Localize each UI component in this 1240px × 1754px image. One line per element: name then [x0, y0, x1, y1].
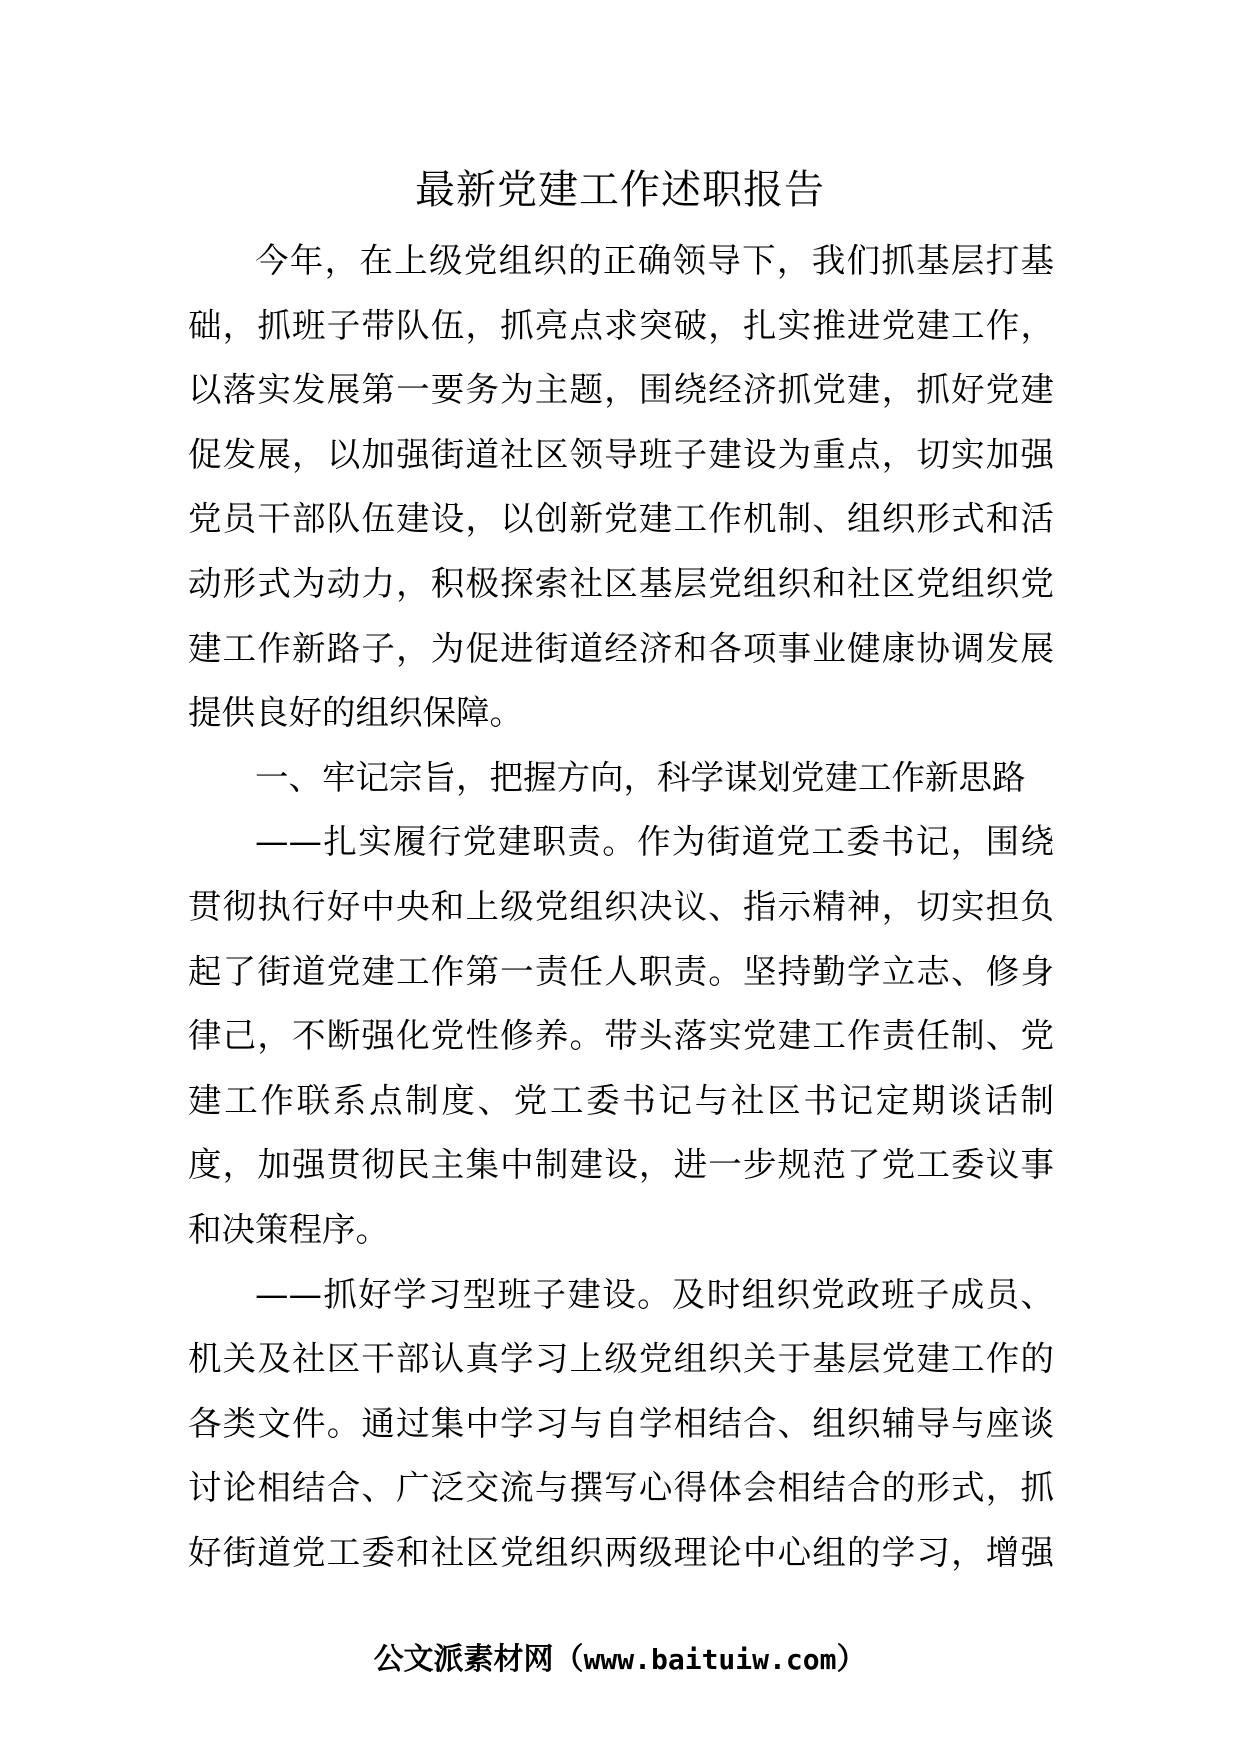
footer-close-paren: ）	[836, 1642, 867, 1677]
paragraph-line: 各类文件。通过集中学习与自学相结合、组织辅导与座谈	[188, 1403, 1054, 1443]
paragraph-line: 建工作联系点制度、党工委书记与社区书记定期谈话制	[188, 1080, 1054, 1120]
paragraph-line: ——抓好学习型班子建设。及时组织党政班子成员、	[255, 1274, 1054, 1314]
paragraph-line: 贯彻执行好中央和上级党组织决议、指示精神，切实担负	[188, 886, 1054, 926]
paragraph-line: 讨论相结合、广泛交流与撰写心得体会相结合的形式，抓	[188, 1468, 1054, 1508]
document-body	[188, 229, 1054, 1585]
paragraph-line: 提供良好的组织保障。	[188, 693, 523, 733]
paragraph-line: 起了街道党建工作第一责任人职责。坚持勤学立志、修身	[188, 951, 1054, 991]
section-heading: 一、牢记宗旨，把握方向，科学谋划党建工作新思路	[255, 757, 1026, 797]
paragraph-line: 和决策程序。	[188, 1209, 389, 1249]
paragraph-line: 党员干部队伍建设，以创新党建工作机制、组织形式和活	[188, 499, 1054, 539]
paragraph-line: 础，抓班子带队伍，抓亮点求突破，扎实推进党建工作，	[188, 305, 1054, 345]
paragraph-line: 机关及社区干部认真学习上级党组织关于基层党建工作的	[188, 1339, 1054, 1379]
paragraph-line: 度，加强贯彻民主集中制建设，进一步规范了党工委议事	[188, 1145, 1054, 1185]
paragraph-line: 促发展，以加强街道社区领导班子建设为重点，切实加强	[188, 434, 1054, 474]
paragraph-line: 建工作新路子，为促进街道经济和各项事业健康协调发展	[188, 628, 1054, 668]
paragraph-line: ——扎实履行党建职责。作为街道党工委书记，围绕	[255, 822, 1054, 862]
footer-site-name: 公文派素材网（	[373, 1642, 584, 1677]
document-title: 最新党建工作述职报告	[415, 167, 825, 213]
paragraph-line: 今年，在上级党组织的正确领导下，我们抓基层打基	[255, 241, 1054, 280]
paragraph-line: 以落实发展第一要务为主题，围绕经济抓党建，抓好党建	[188, 370, 1054, 410]
paragraph-line: 律己，不断强化党性修养。带头落实党建工作责任制、党	[188, 1016, 1054, 1056]
paragraph-line: 动形式为动力，积极探索社区基层党组织和社区党组织党	[188, 563, 1054, 603]
footer-url: www.baituiw.com	[583, 1643, 837, 1676]
paragraph-line: 好街道党工委和社区党组织两级理论中心组的学习，增强	[188, 1532, 1054, 1572]
page-footer	[0, 1638, 1240, 1682]
